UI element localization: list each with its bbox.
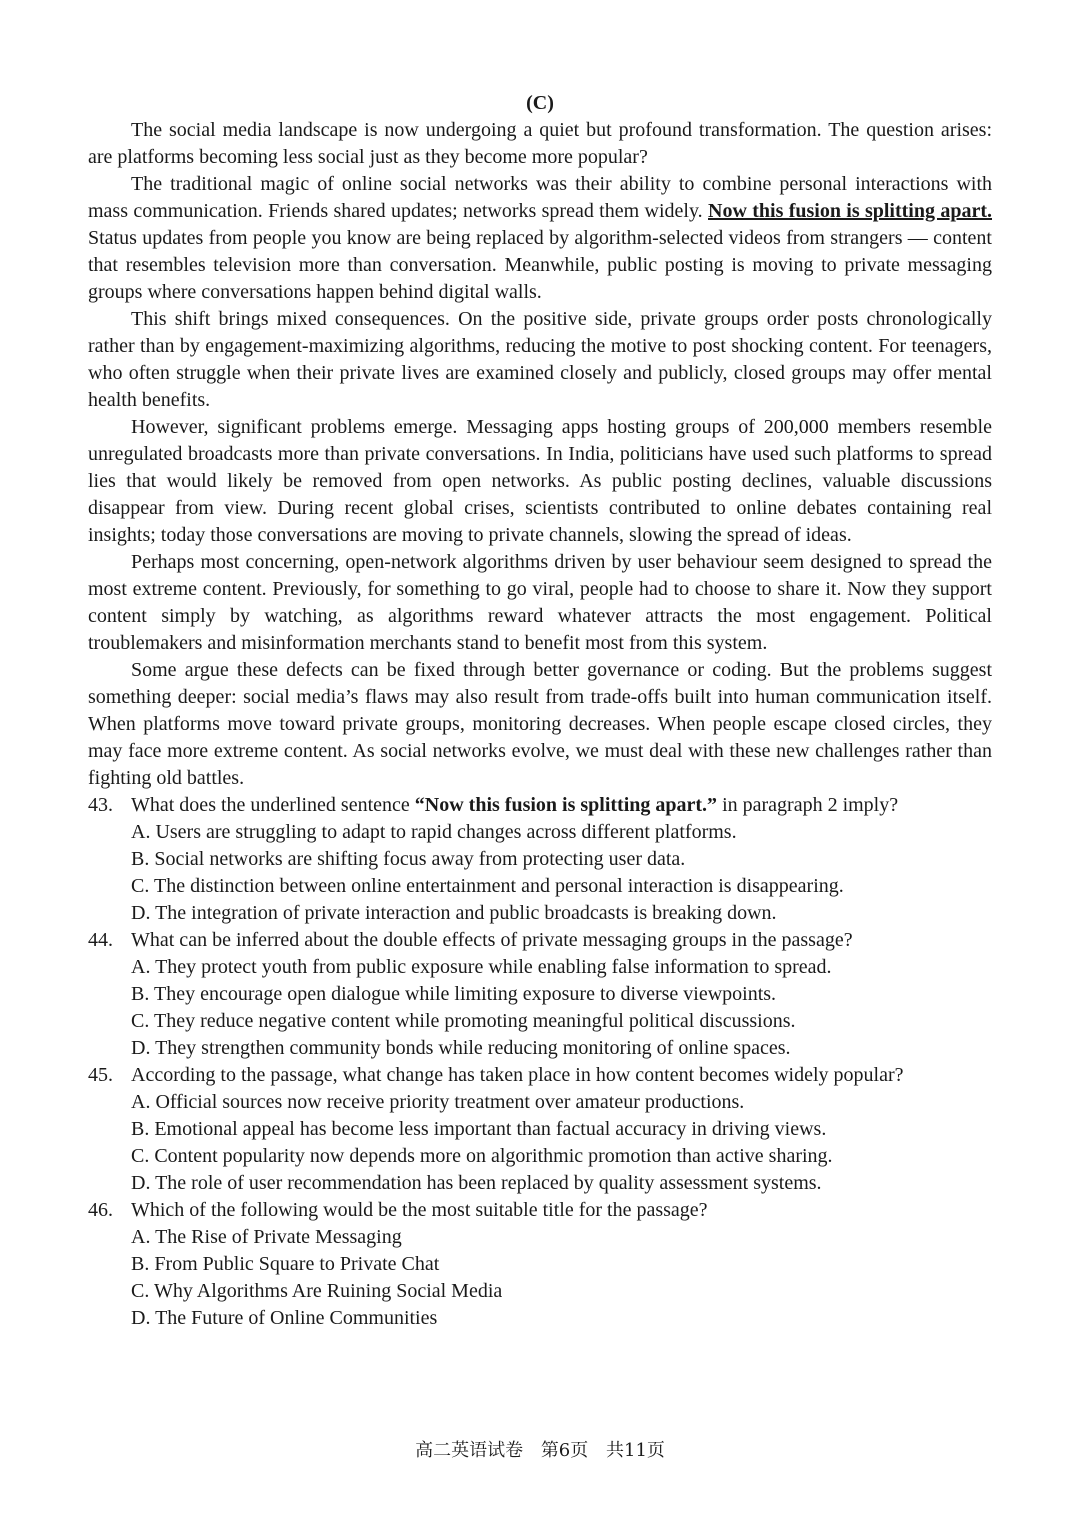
option-45-d: D. The role of user recommendation has been replaced by quality assessment systems. [131,1172,822,1194]
option-43-b: B. Social networks are shifting focus away from protecting user data. [131,848,686,870]
paragraph-3: This shift brings mixed consequences. On the positive side, private groups order posts chronologically rather than by engagement-maximizing algorithms, reducing the motive to post shocking content. For teenagers, who often struggle when their private lives are examined closely and publicly, closed groups may offer mental health benefits. [88,308,992,411]
question-stem [131,792,992,819]
option-43-a: A. Users are struggling to adapt to rapid changes across different platforms. [131,821,737,843]
option-43-d: D. The integration of private interaction and public broadcasts is breaking down. [131,902,777,924]
paragraph-2-text-after: Status updates from people you know are being replaced by algorithm-selected videos from strangers — content that resembles television more than conversation. Meanwhile, public posting is moving to private messaging groups where conversations happen behind digital walls. [88,227,992,303]
paragraph-5: Perhaps most concerning, open-network algorithms driven by user behaviour seem designed to spread the most extreme content. Previously, for something to go viral, people had to choose to share it. Now they support content simply by watching, as algorithms reward whatever attracts the most engagement. Political troublemakers and misinformation merchants stand to benefit most from this system. [88,551,992,654]
paragraph-1: The social media landscape is now undergoing a quiet but profound transformation. The question arises: are platforms becoming less social just as they become more popular? [88,119,992,168]
question-number: 45. [88,1064,113,1086]
footer-page-total: 共11页 [606,1440,665,1461]
option-46-b: B. From Public Square to Private Chat [131,1253,440,1275]
footer-page-number: 第6页 [540,1440,589,1461]
question-number: 43. [88,794,113,816]
paragraph-6: Some argue these defects can be fixed through better governance or coding. But the problems suggest something deeper: social media’s flaws may also result from trade-offs built into human communication itself. When platforms move toward private groups, monitoring decreases. When people escape closed circles, they may face more extreme content. As social networks evolve, we must deal with these new challenges rather than fighting old battles. [88,659,992,789]
paragraph-2 [88,171,992,306]
exam-page [88,90,992,1332]
page-footer [0,1437,1080,1464]
question-44 [88,927,992,954]
question-45 [88,1062,992,1089]
question-stem: Which of the following would be the most suitable title for the passage? [131,1199,708,1221]
question-stem: What can be inferred about the double effects of private messaging groups in the passage? [131,929,853,951]
paragraph-2-text-before: The traditional magic of online social networks was their ability to combine personal interactions with mass communication. Friends shared updates; networks spread them widely. [88,173,992,222]
option-44-d: D. They strengthen community bonds while reducing monitoring of online spaces. [131,1037,791,1059]
underlined-sentence: Now this fusion is splitting apart. [708,200,992,222]
stem-quoted-sentence: “Now this fusion is splitting apart.” [414,794,718,816]
option-45-b: B. Emotional appeal has become less important than factual accuracy in driving views. [131,1118,827,1140]
question-stem: According to the passage, what change has taken place in how content becomes widely popular? [131,1064,904,1086]
stem-text-before: What does the underlined sentence [131,794,415,816]
question-number: 46. [88,1199,113,1221]
option-46-d: D. The Future of Online Communities [131,1307,438,1329]
option-45-c: C. Content popularity now depends more on algorithmic promotion than active sharing. [131,1145,833,1167]
option-46-c: C. Why Algorithms Are Ruining Social Media [131,1280,503,1302]
option-44-c: C. They reduce negative content while promoting meaningful political discussions. [131,1010,796,1032]
question-46 [88,1197,992,1224]
option-44-b: B. They encourage open dialogue while limiting exposure to diverse viewpoints. [131,983,777,1005]
question-43 [88,792,992,819]
question-number: 44. [88,929,113,951]
paragraph-4: However, significant problems emerge. Messaging apps hosting groups of 200,000 members resemble unregulated broadcasts more than private conversations. In India, politicians have used such platforms to spread lies that would likely be removed from open networks. As public posting declines, valuable discussions disappear from view. During recent global crises, scientists contributed to online debates containing real insights; today those conversations are moving to private channels, slowing the spread of ideas. [88,416,992,546]
option-44-a: A. They protect youth from public exposure while enabling false information to spread. [131,956,832,978]
option-45-a: A. Official sources now receive priority treatment over amateur productions. [131,1091,745,1113]
footer-exam-name: 高二英语试卷 [415,1440,524,1461]
stem-text-after: in paragraph 2 imply? [717,794,899,816]
section-title: (C) [526,92,554,114]
option-46-a: A. The Rise of Private Messaging [131,1226,402,1248]
option-43-c: C. The distinction between online entertainment and personal interaction is disappearing. [131,875,844,897]
